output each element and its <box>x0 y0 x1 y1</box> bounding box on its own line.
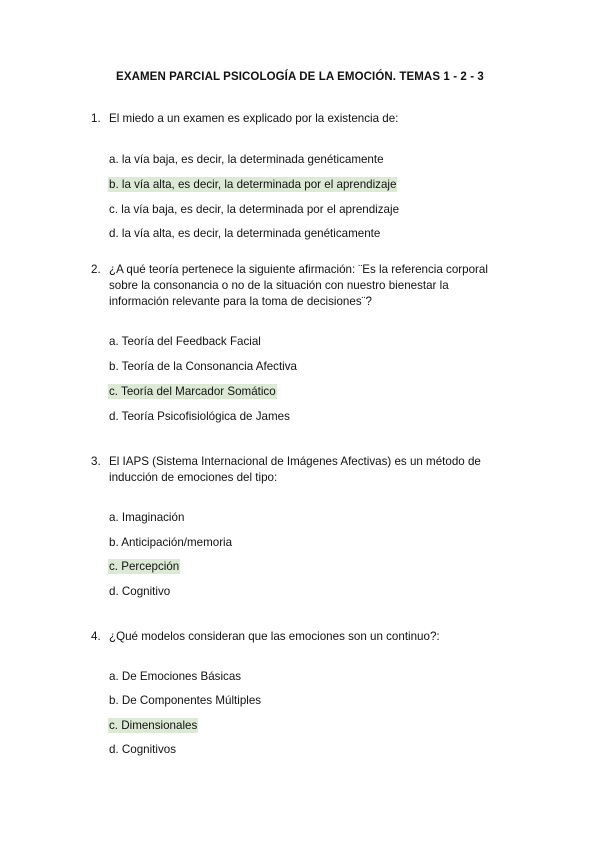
question-text: ¿A qué teoría pertenece la siguiente afirmación: ¨Es la referencia corporal sobre la consonancia o no de la situación con nuestro bienestar la información relevante para la toma de decisiones¨? <box>109 263 488 308</box>
question-number: 3. <box>91 455 101 468</box>
question-text: El IAPS (Sistema Internacional de Imágenes Afectivas) es un método de inducción de emociones del tipo: <box>109 455 481 484</box>
option-1b-correct: b. la vía alta, es decir, la determinada por el aprendizaje <box>109 178 397 191</box>
option-2a: a. Teoría del Feedback Facial <box>109 335 261 348</box>
option-2b: b. Teoría de la Consonancia Afectiva <box>109 360 297 373</box>
option-4d: d. Cognitivos <box>109 743 177 756</box>
option-2c-correct: c. Teoría del Marcador Somático <box>109 385 276 398</box>
option-2d: d. Teoría Psicofisiológica de James <box>109 410 290 423</box>
question-text: El miedo a un examen es explicado por la existencia de: <box>109 112 399 125</box>
option-4b: b. De Componentes Múltiples <box>109 694 262 707</box>
question-number: 1. <box>91 112 101 125</box>
page-title: EXAMEN PARCIAL PSICOLOGÍA DE LA EMOCIÓN. TEMAS 1 - 2 - 3 <box>116 71 484 83</box>
option-1d: d. la vía alta, es decir, la determinada genéticamente <box>109 227 381 240</box>
option-1a: a. la vía baja, es decir, la determinada genéticamente <box>109 153 384 166</box>
option-3d: d. Cognitivo <box>109 585 171 598</box>
option-1c: c. la vía baja, es decir, la determinada por el aprendizaje <box>109 203 400 216</box>
question-text: ¿Qué modelos consideran que las emociones son un continuo?: <box>109 630 440 643</box>
option-4a: a. De Emociones Básicas <box>109 670 242 683</box>
option-3b: b. Anticipación/memoria <box>109 536 233 549</box>
option-3a: a. Imaginación <box>109 511 185 524</box>
option-3c-correct: c. Percepción <box>109 560 180 573</box>
question-number: 4. <box>91 630 101 643</box>
question-number: 2. <box>91 263 101 276</box>
option-4c-correct: c. Dimensionales <box>109 719 198 732</box>
